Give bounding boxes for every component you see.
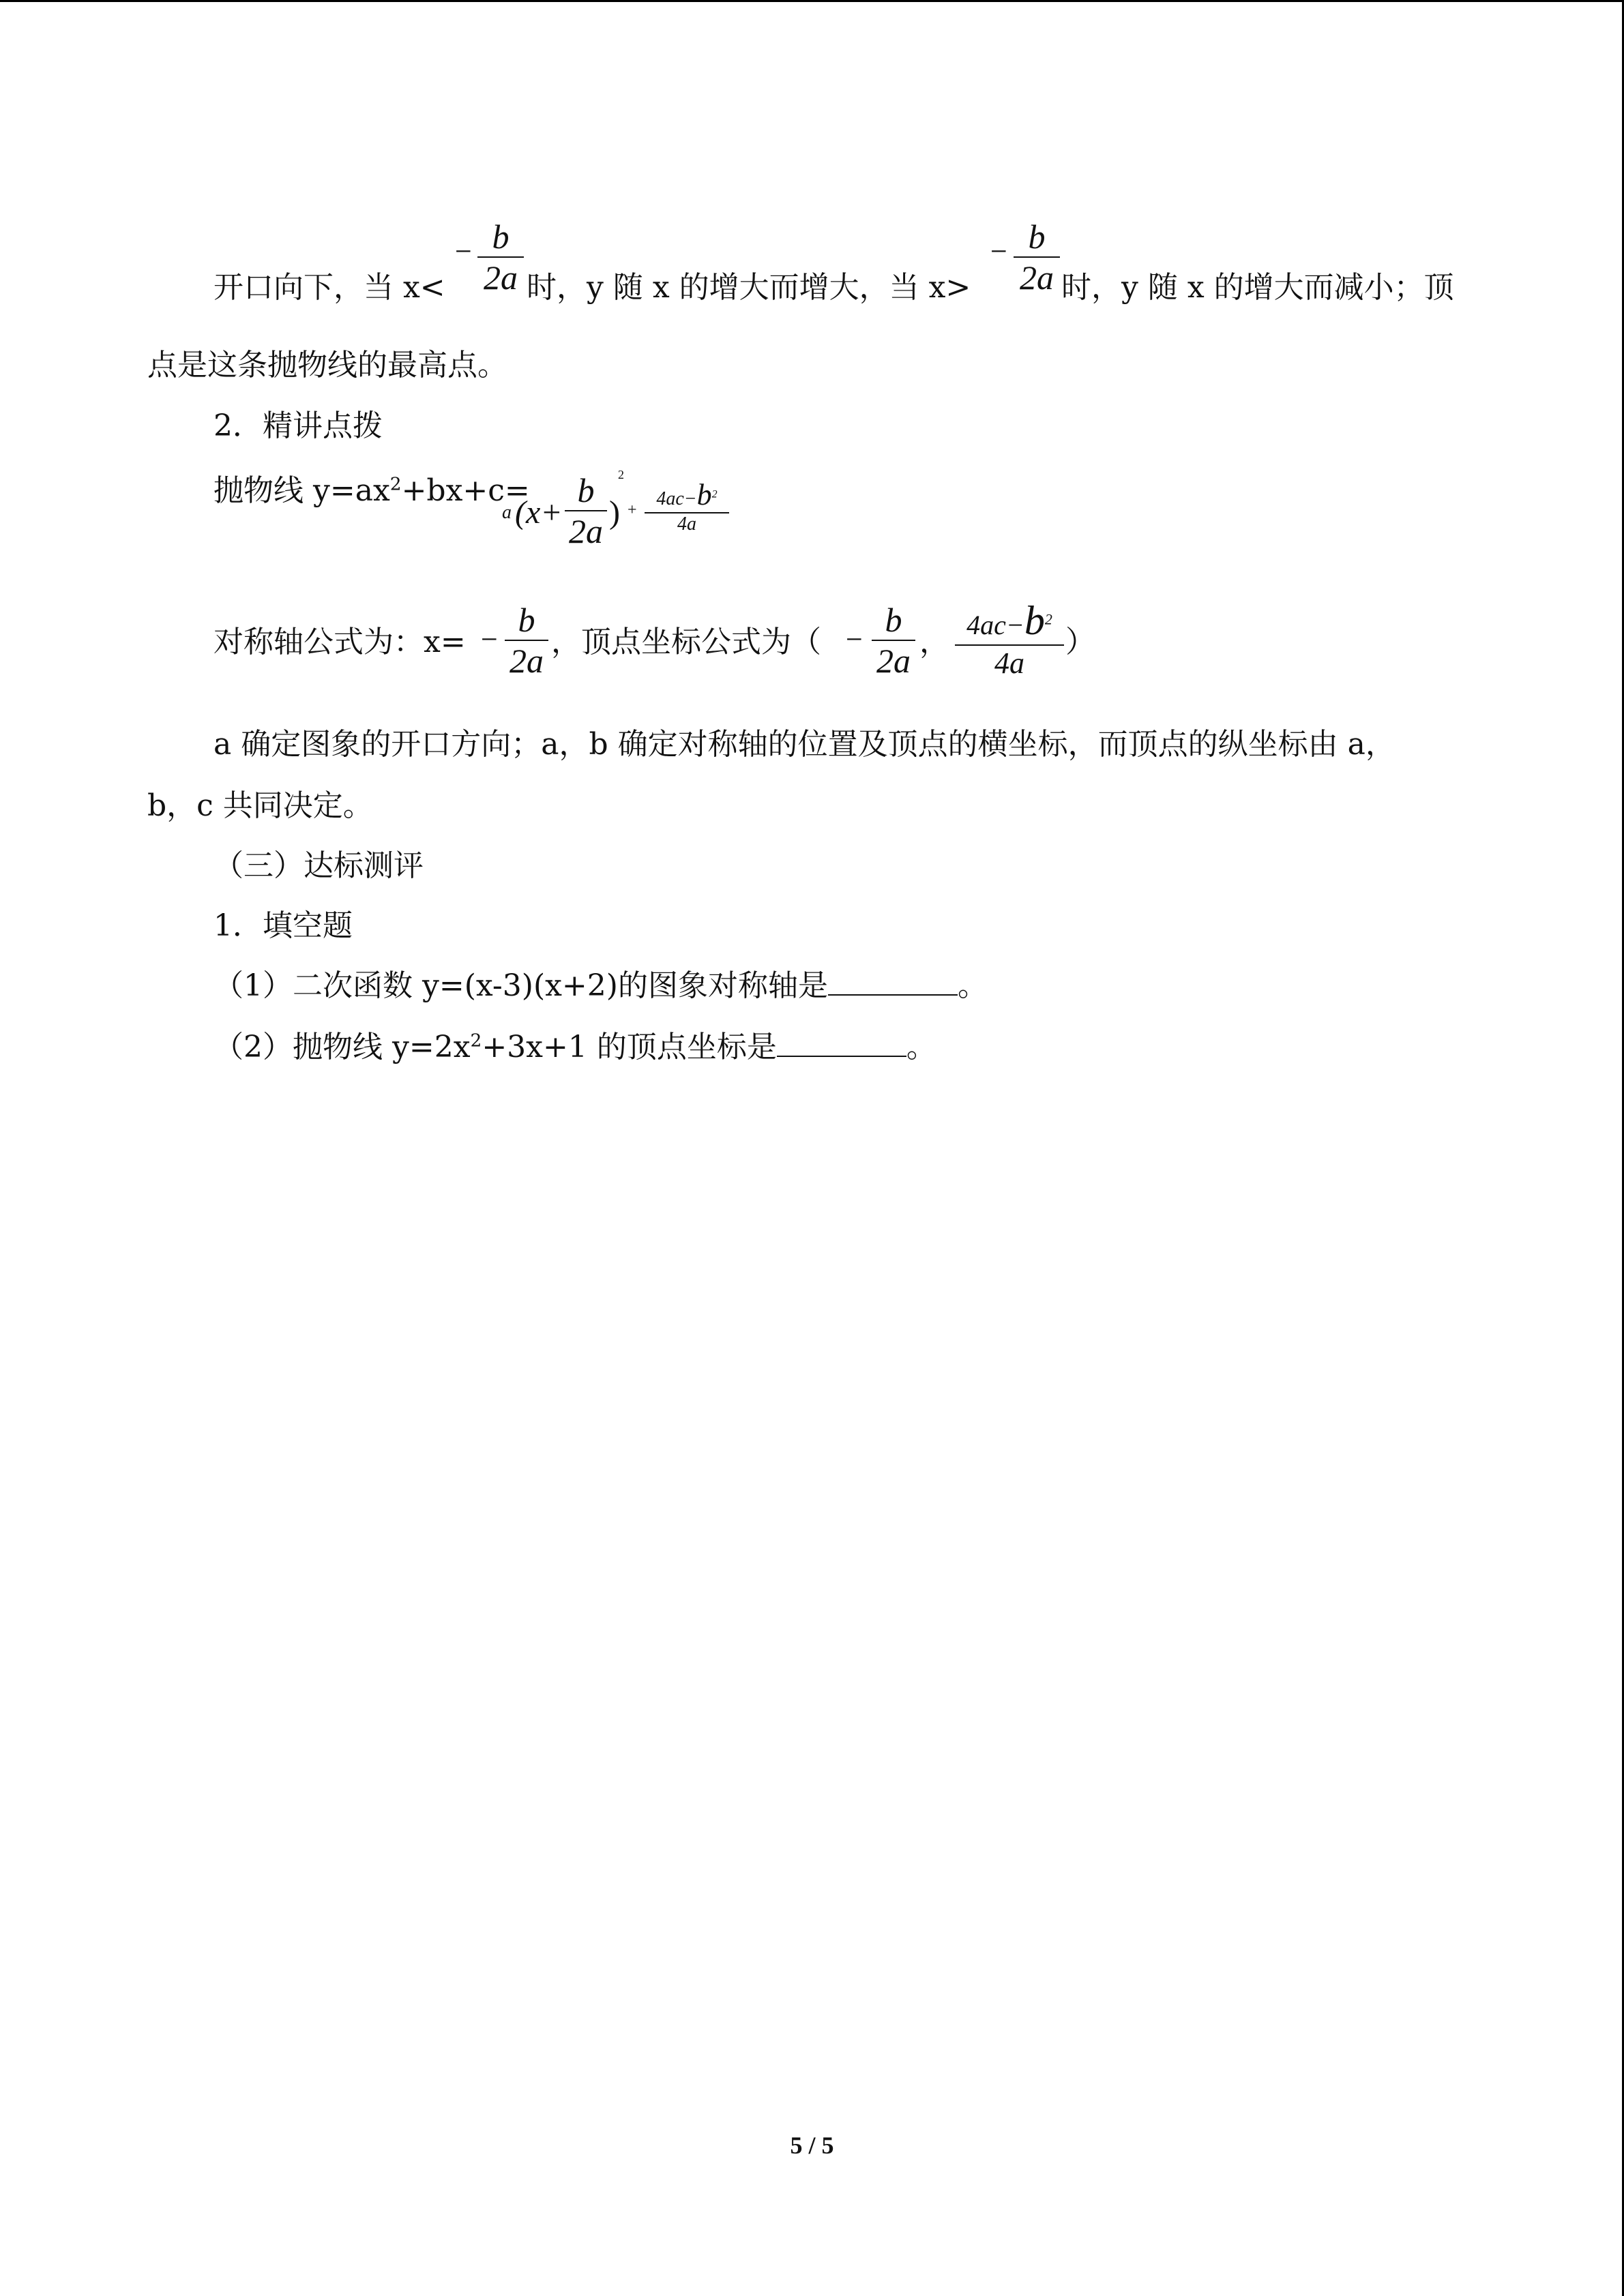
p1-minus2: − [990, 235, 1007, 268]
p3-mid: +bx+c= [401, 473, 530, 508]
p4-frac3-num [966, 597, 1052, 644]
p1-continuation: 点是这条抛物线的最高点。 [147, 348, 507, 383]
p4-frac2-num: b [885, 601, 902, 639]
section-heading-3: （三）达标测评 [213, 848, 424, 883]
p1-seg3: 时，y 随 x 的增大而减小；顶 [1061, 270, 1454, 305]
page-top-border [0, 0, 1624, 2]
q2-sup: 2 [470, 1030, 482, 1052]
p1-fraction-2 [1014, 217, 1060, 297]
q2-prefix: （2）抛物线 y=2x [213, 1030, 471, 1064]
p3-prefix [213, 471, 530, 511]
p4-minus2: − [846, 623, 863, 656]
p4-minus: − [481, 623, 498, 656]
p4-end: ） [1065, 625, 1095, 659]
p3-frac-num: b [577, 471, 595, 509]
p1-minus1: − [455, 235, 472, 268]
p4-frac3-4ac: 4ac− [966, 610, 1024, 640]
q2-rest: +3x+1 的顶点坐标是 [482, 1030, 777, 1064]
p4-frac-num: b [518, 601, 535, 639]
p3-prefix-text: 抛物线 y=ax [213, 473, 390, 508]
p4-frac3-sq: 2 [1044, 610, 1052, 628]
p4-fraction-3 [955, 597, 1064, 681]
q1-answer-blank[interactable] [828, 970, 958, 996]
p3-coef-a: a [502, 502, 512, 523]
p3-fraction-1 [565, 471, 607, 551]
p3-fraction-2 [645, 477, 729, 535]
p3-open-paren: (x+ [515, 494, 563, 531]
question-1 [213, 966, 988, 1007]
p3-frac2-num-4ac: 4ac− [656, 488, 697, 509]
p4-frac-den: 2a [510, 642, 544, 680]
p4-fraction-2 [872, 600, 915, 681]
p3-sup: 2 [389, 473, 402, 495]
q1-end: 。 [957, 968, 988, 1003]
p4-prefix: 对称轴公式为：x= [213, 625, 466, 659]
p4-frac3-b: b [1024, 598, 1045, 643]
p4-frac2-den: 2a [876, 642, 911, 680]
q2-answer-blank[interactable] [777, 1031, 906, 1057]
p5-line1: a 确定图象的开口方向；a，b 确定对称轴的位置及顶点的横坐标，而顶点的纵坐标由 a， [213, 727, 1396, 762]
p4-comma: ， [919, 625, 949, 659]
q2-end: 。 [906, 1030, 936, 1064]
p1-seg2: 时，y 随 x 的增大而增大，当 x> [527, 270, 971, 305]
p4-mid: ，顶点坐标公式为（ [551, 625, 821, 659]
p1-frac1-den: 2a [484, 258, 518, 297]
p3-close-paren: ) [609, 494, 620, 531]
section-heading-2: 2．精讲点拨 [213, 408, 383, 443]
p3-plus: + [628, 501, 637, 519]
p4-frac3-den: 4a [994, 646, 1024, 680]
p3-frac2-den: 4a [677, 513, 696, 535]
p3-frac2-num-sq: 2 [711, 488, 718, 501]
question-2 [213, 1027, 936, 1068]
p1-fraction-1 [477, 217, 524, 297]
p1-frac2-den: 2a [1020, 258, 1054, 297]
p1-frac2-num: b [1028, 218, 1046, 256]
p4-fraction-1 [505, 600, 548, 681]
q1-text: （1）二次函数 y=(x-3)(x+2)的图象对称轴是 [213, 968, 828, 1003]
p3-frac-den: 2a [569, 512, 603, 550]
subheading-fill-blank: 1．填空题 [213, 908, 353, 943]
p3-square: 2 [618, 468, 624, 481]
page-number: 5 / 5 [790, 2132, 834, 2159]
p3-frac2-num-b: b [696, 478, 712, 511]
p1-frac1-num: b [492, 218, 510, 256]
p3-frac2-num [656, 477, 717, 512]
p1-seg1: 开口向下，当 x< [213, 270, 445, 305]
p5-line2: b，c 共同决定。 [147, 788, 373, 823]
